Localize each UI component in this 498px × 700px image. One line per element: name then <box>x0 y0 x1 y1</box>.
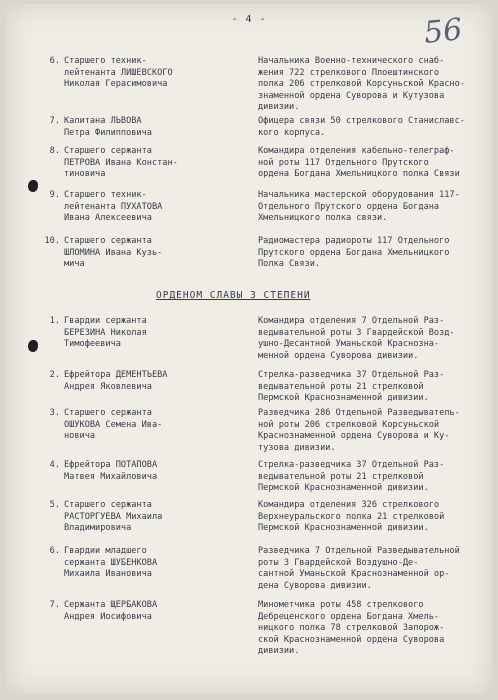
recipient-name: Гвардии сержанта БЕРЕЗИНА Николая Тимофеевича <box>64 316 147 349</box>
page-number: - 4 - <box>231 14 267 25</box>
recipient-position: Командира отделения кабельно-телеграф- ной роты 117 Отдельного Прутского ордена Богдана Хмельницкого полка Связи <box>258 146 460 179</box>
entry-number: 2. <box>49 370 60 380</box>
punch-hole <box>28 340 38 352</box>
recipient-position: Разведчика 7 Отдельной Разведывательной роты 3 Гвардейской Воздушно-Де- сантной Уманьской Краснознаменной ор- дена Суворова дивизии. <box>258 546 460 591</box>
recipient-position: Командира отделения 326 стрелкового Верхнеуральского полка 21 стрелковой Пермской Краснознаменной дивизии. <box>258 500 445 533</box>
recipient-name: Старшего техник- лейтенанта ПУХАТОВА Ивана Алексеевича <box>64 190 163 223</box>
entry-number: 9. <box>49 190 60 200</box>
recipient-position: Радиомастера радиороты 117 Отдельного Прутского ордена Богдана Хмельницкого Полка Связи. <box>258 236 450 269</box>
handwritten-sheet-number: 56 <box>422 12 464 51</box>
entry-number: 1. <box>49 316 60 326</box>
entry-number: 5. <box>49 500 60 510</box>
recipient-name: Гвардии младшего сержанта ШУБЕНКОВА Михаила Ивановича <box>64 546 158 579</box>
entry-number: 8. <box>49 146 60 156</box>
recipient-position: Минометчика роты 458 стрелкового Дебреценского ордена Богдана Хмель- ницкого полка 78 стрелковой Запорож- ской Краснознаменной ордена Суворова дивизии. <box>258 600 445 656</box>
recipient-name: Капитана ЛЬВОВА Петра Филипповича <box>64 116 152 138</box>
document-page <box>6 4 492 694</box>
recipient-name: Старшего сержанта ШЛОМИНА Ивана Кузь- мича <box>64 236 163 269</box>
recipient-name: Сержанта ЩЕРБАКОВА Андрея Иосифовича <box>64 600 158 622</box>
recipient-position: Офицера связи 50 стрелкового Станиславс- кого корпуса. <box>258 116 465 138</box>
entry-number: 3. <box>49 408 60 418</box>
section-heading: ОРДЕНОМ СЛАВЫ 3 СТЕПЕНИ <box>156 290 311 301</box>
recipient-position: Стрелка-разведчика 37 Отдельной Раз- ведывательной роты 21 стрелковой Пермской Краснознаменной дивизии. <box>258 370 445 403</box>
entry-number: 7. <box>49 600 60 610</box>
recipient-name: Ефрейтора ДЕМЕНТЬЕВА Андрея Яковлевича <box>64 370 168 392</box>
recipient-name: Старшего сержанта РАСТОРГУЕВА Михаила Владимировича <box>64 500 163 533</box>
recipient-name: Старшего сержанта ПЕТРОВА Ивана Констан- тиновича <box>64 146 178 179</box>
recipient-position: Начальника Военно-технического снаб- жения 722 стрелкового Плоештинского полка 206 стрелковой Корсуньской Красно- знаменной ордена Суворова и Кутузова дивизии. <box>258 56 465 112</box>
recipient-name: Старшего техник- лейтенанта ЛИШЕВСКОГО Николая Герасимовича <box>64 56 173 89</box>
recipient-position: Начальника мастерской оборудования 117- Отдельного Прутского ордена Богдана Хмельницкого полка связи. <box>258 190 460 223</box>
entry-number: 7. <box>49 116 60 126</box>
entry-number: 10. <box>44 236 60 246</box>
punch-hole <box>28 180 38 192</box>
recipient-position: Командира отделения 7 Отдельной Раз- ведывательной роты 3 Гвардейской Возд- ушно-Десантной Уманьской Краснозна- менной ордена Суворова дивизии. <box>258 316 455 361</box>
recipient-position: Разведчика 286 Отдельной Разведыватель- ной роты 206 стрелковой Корсуньской Краснознаменной ордена Суворова и Ку- тузова дивизии. <box>258 408 460 453</box>
recipient-name: Старшего сержанта ОШУКОВА Семена Ива- новича <box>64 408 163 441</box>
recipient-name: Ефрейтора ПОТАПОВА Матвея Михайловича <box>64 460 158 482</box>
entry-number: 6. <box>49 56 60 66</box>
recipient-position: Стрелка-разведчика 37 Отдельной Раз- ведывательной роты 21 стрелковой Пермской Краснознаменной дивизии. <box>258 460 445 493</box>
entry-number: 4. <box>49 460 60 470</box>
entry-number: 6. <box>49 546 60 556</box>
